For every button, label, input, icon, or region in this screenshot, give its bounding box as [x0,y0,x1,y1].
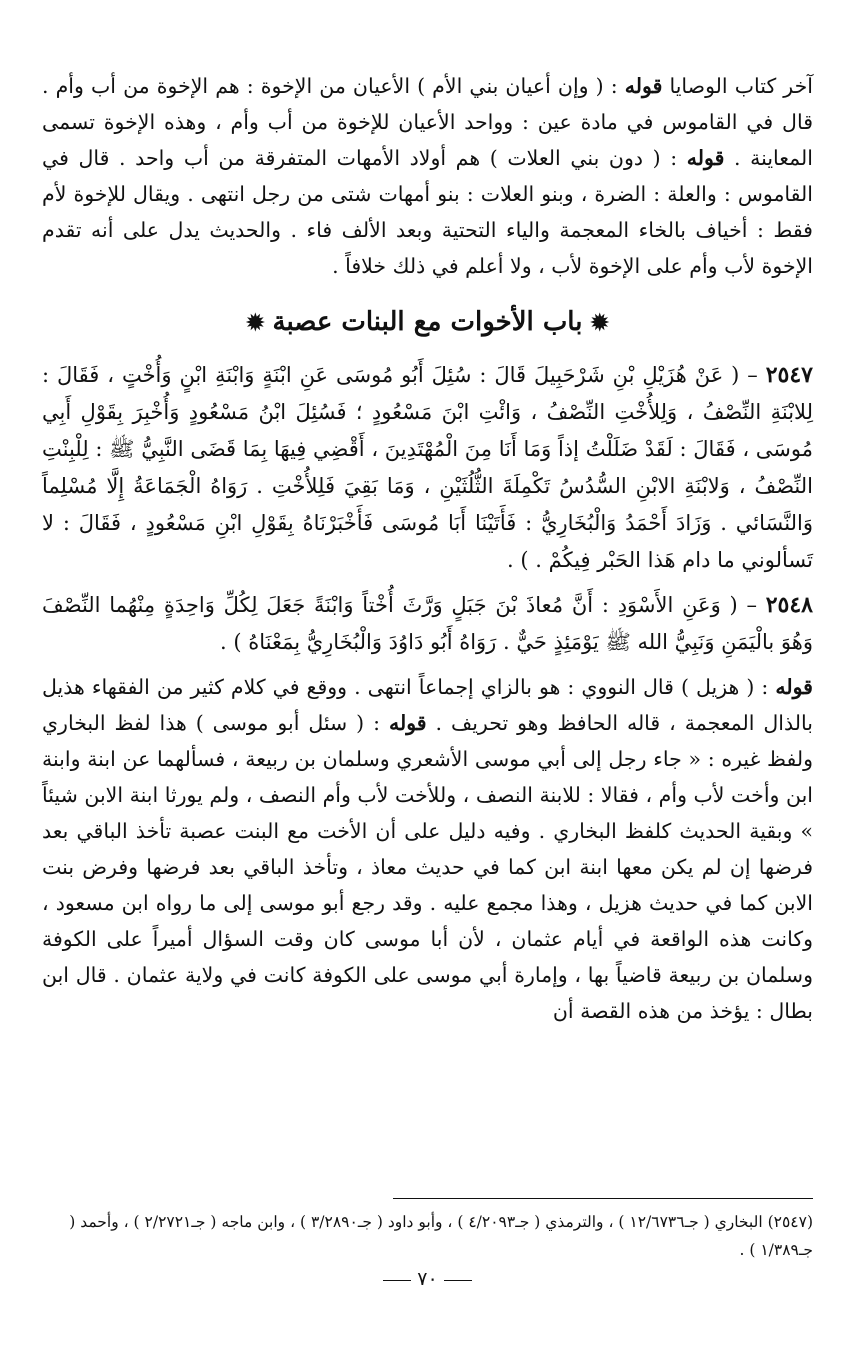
footnote: (٢٥٤٧) البخاري ( جـ١٢/٦٧٣٦ ) ، والترمذي ( جـ٤/٢٠٩٣ ) ، وأبو داود ( جـ٣/٢٨٩٠ ) ، وابن ماجه ( جـ٢/٢٧٢١ ) ، وأحمد ( جـ١/٣٨٩ ) . [69,1213,813,1259]
page-number [0,1268,855,1290]
hadith-number: ٢٥٤٧ [765,362,813,388]
qawluhu-label: قوله [686,146,725,170]
hadith-number: ٢٥٤٨ [765,592,813,618]
commentary-paragraph [42,669,813,1029]
hadith-dash: – [747,363,758,387]
qawluhu-label: قوله [388,711,427,735]
commentary-text-1: : ( هزيل ) قال النووي : هو بالزاي إجماعاً انتهى . ووقع في كلام كثير من الفقهاء هذيل بالذال المعجمة ، قاله الحافظ وهو تحريف . [42,675,813,735]
qawluhu-label: قوله [624,74,663,98]
intro-text-2: : ( دون بني العلات ) هم أولاد الأمهات المتفرقة من أب واحد . قال في القاموس : والعلة : الضرة ، وبنو العلات : بنو أمهات شتى من رجل انتهى . ويقال للإخوة لأم فقط : أخياف بالخاء المعجمة والياء التحتية وبعد الألف فاء . والحديث يدل على أنه تقدم الإخوة لأب وأم على الإخوة لأب ، ولا أعلم في ذلك خلافاً . [42,146,813,278]
hadith-text: ( وَعَنِ الأَسْوَدِ : أَنَّ مُعاذَ بْنَ جَبَلٍ وَرَّثَ أُخْتاً وَابْنَةً جَعَلَ لِكُلِّ وَاحِدَةٍ مِنْهُما النِّصْفَ وَهُوَ بالْيَمَنِ وَنَبِيُّ الله ﷺ يَوْمَئِذٍ حَيٌّ . رَوَاهُ أَبُو دَاوُدَ وَالْبُخَارِيُّ بِمَعْنَاهُ ) . [42,593,813,654]
hadith-2547 [42,357,813,579]
qawluhu-label: قوله [775,675,813,699]
intro-lead: آخر كتاب الوصايا [669,74,813,98]
hadith-text: ( عَنْ هُزَيْلِ بْنِ شَرْحَبِيلَ قَالَ : سُئِلَ أَبُو مُوسَى عَنِ ابْنَةٍ وَابْنَةِ ابْنٍ وَأُخْتٍ ، فَقَالَ : لِلابْنَةِ النِّصْفُ ، وَلِلأُخْتِ النِّصْفُ ، وَائْتِ ابْنَ مَسْعُودٍ ؛ فَسُئِلَ ابْنُ مَسْعُودٍ وَأُخْبِرَ بِقَوْلِ أَبِي مُوسَى ، فَقَالَ : لَقَدْ ضَلَلْتُ إذاً وَمَا أَنَا مِنَ الْمُهْتَدِينَ ، أَقْضِي فِيهَا بِمَا قَضَى النَّبِيُّ ﷺ : لِلْبِنْتِ النِّصْفُ ، وَلابْنَةِ الابْنِ السُّدُسُ تَكْمِلَةَ الثُّلُثَيْنِ ، وَمَا بَقِيَ فَلِلأُخْتِ . رَوَاهُ الْجَمَاعَةُ إِلَّا مُسْلِماً وَالنَّسَائي . وَزَادَ أَحْمَدُ وَالْبُخَارِيُّ : فَأَتَيْنَا أَبَا مُوسَى فَأَخْبَرْنَاهُ بِقَوْلِ ابْنِ مَسْعُودٍ ، فَقَالَ : لا تَسألوني ما دام هَذا الحَبْر فِيكُمْ . ) . [42,363,813,572]
chapter-heading [42,302,813,343]
footnote-divider [393,1198,813,1199]
intro-text-1: : ( وإن أعيان بني الأم ) الأعيان من الإخوة : هم الإخوة من أب وأم . قال في القاموس في مادة عين : وواحد الأعيان للإخوة من أب وأم ، وهذه الإخوة تسمى المعاينة . [42,74,813,170]
star-ornament-icon: ✹ [246,310,265,336]
hadith-dash: – [746,593,757,617]
star-ornament-icon: ✹ [590,310,609,336]
hadith-2548 [42,587,813,661]
intro-paragraph [42,68,813,284]
commentary-text-2: : ( سئل أبو موسى ) هذا لفظ البخاري ولفظ غيره : « جاء رجل إلى أبي موسى الأشعري وسلمان بن ربيعة ، فسألهما عن ابنة وابنة ابن وأخت لأب وأم ، فقالا : للابنة النصف ، وللأخت لأب وأم النصف ، ولم يورثا ابنة الابن شيئاً » وبقية الحديث كلفظ البخاري . وفيه دليل على أن الأخت مع البنت عصبة تأخذ الباقي بعد فرضها إن لم يكن معها ابنة ابن كما في حديث معاذ ، وتأخذ الباقي بعد فرضها وفرض بنت الابن كما في حديث هزيل ، وهذا مجمع عليه . وقد رجع أبو موسى إلى ما رواه ابن مسعود ، وكانت هذه الواقعة في أيام عثمان ، لأن أبا موسى كان وقت السؤال أميراً على الكوفة وسلمان بن ربيعة قاضياً بها ، وإمارة أبي موسى على الكوفة كانت في ولاية عثمان . قال ابن بطال : يؤخذ من هذه القصة أن [42,711,813,1023]
page-number-text: ٧٠ [417,1268,438,1290]
chapter-title: باب الأخوات مع البنات عصبة [272,307,583,337]
